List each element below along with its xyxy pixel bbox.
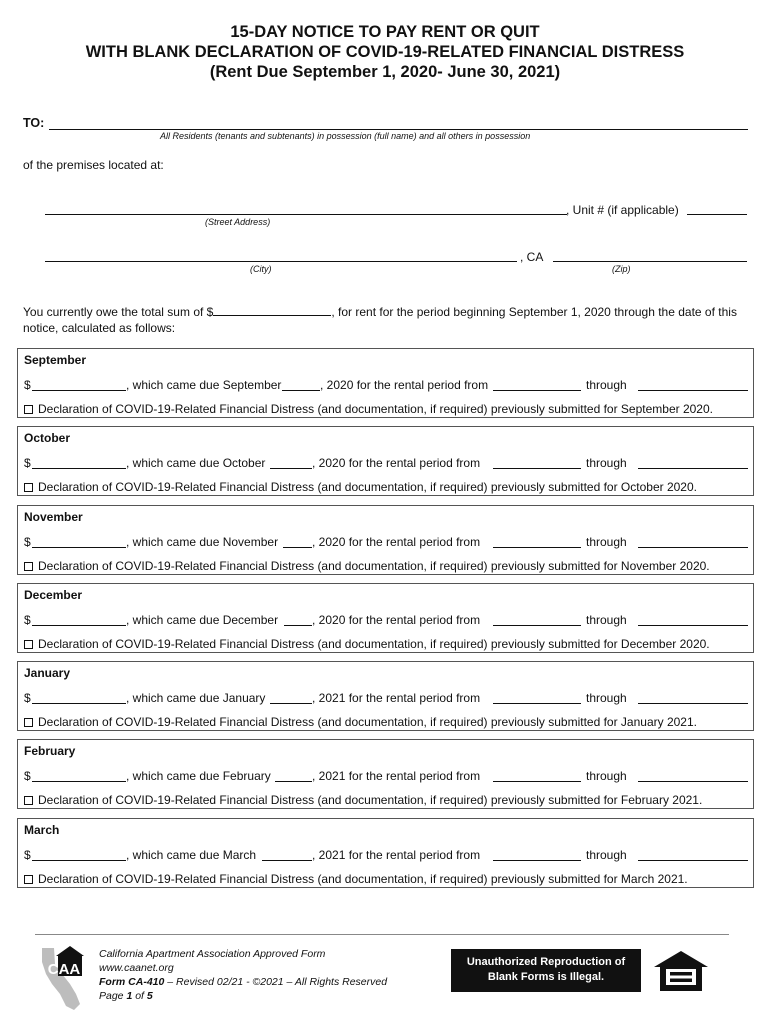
month-name: March [24, 823, 60, 837]
period-from-field[interactable] [493, 390, 581, 391]
page-prefix: Page [99, 990, 127, 1002]
declaration-checkbox[interactable] [24, 483, 33, 492]
came-due-text: , which came due September [126, 378, 282, 392]
ca-label: , CA [520, 250, 544, 264]
period-through-field[interactable] [638, 547, 748, 548]
declaration-checkbox[interactable] [24, 875, 33, 884]
period-through-field[interactable] [638, 468, 748, 469]
city-line[interactable] [45, 261, 517, 262]
footer-page [99, 989, 387, 1003]
declaration-text: Declaration of COVID-19-Related Financial Distress (and documentation, if required) previously submitted for March 2021. [38, 872, 688, 886]
amount-field[interactable] [32, 625, 126, 626]
due-day-field[interactable] [283, 547, 312, 548]
unit-label: , Unit # (if applicable) [566, 203, 679, 217]
equal-housing-icon [652, 949, 710, 993]
unit-line[interactable] [687, 214, 747, 215]
month-box-december [17, 583, 754, 653]
notice-line-1: Unauthorized Reproduction of [466, 956, 626, 968]
through-text: through [586, 613, 627, 627]
declaration-row [24, 872, 688, 886]
zip-caption: (Zip) [612, 264, 631, 274]
declaration-text: Declaration of COVID-19-Related Financial Distress (and documentation, if required) previously submitted for September 2020. [38, 402, 713, 416]
declaration-checkbox[interactable] [24, 562, 33, 571]
dollar-sign: $ [24, 613, 31, 627]
declaration-checkbox[interactable] [24, 796, 33, 805]
logo-text: CAA [47, 961, 81, 978]
street-caption: (Street Address) [205, 217, 271, 227]
dollar-sign: $ [24, 535, 31, 549]
period-from-field[interactable] [493, 547, 581, 548]
month-box-october [17, 426, 754, 496]
came-due-text: , which came due January [126, 691, 266, 705]
period-text: , 2021 for the rental period from [312, 691, 481, 705]
month-name: February [24, 744, 76, 758]
amount-field[interactable] [32, 547, 126, 548]
came-due-text: , which came due December [126, 613, 279, 627]
owe-suffix: , for rent for the period beginning September 1, 2020 through the date of this notice, calculated as follows: [23, 305, 737, 335]
through-text: through [586, 691, 627, 705]
period-through-field[interactable] [638, 625, 748, 626]
came-due-text: , which came due March [126, 848, 257, 862]
amount-field[interactable] [32, 703, 126, 704]
reproduction-notice [451, 949, 641, 992]
period-text: , 2020 for the rental period from [312, 535, 481, 549]
notice-line-2: Blank Forms is Illegal. [487, 971, 605, 983]
due-day-field[interactable] [262, 860, 312, 861]
period-through-field[interactable] [638, 781, 748, 782]
period-text: , 2020 for the rental period from [312, 456, 481, 470]
declaration-checkbox[interactable] [24, 718, 33, 727]
city-caption: (City) [250, 264, 272, 274]
period-from-field[interactable] [493, 625, 581, 626]
month-name: October [24, 431, 71, 445]
declaration-row [24, 559, 710, 573]
to-label: TO: [23, 116, 45, 130]
footer-line-1: California Apartment Association Approved Form [99, 948, 326, 960]
rent-line [24, 769, 749, 785]
footer-website: www.caanet.org [99, 962, 174, 974]
footer-line-3 [99, 975, 387, 989]
due-day-field[interactable] [282, 390, 320, 391]
premises-label: of the premises located at: [23, 158, 164, 172]
amount-field[interactable] [32, 860, 126, 861]
title-line-2: WITH BLANK DECLARATION OF COVID-19-RELATED FINANCIAL DISTRESS [85, 43, 685, 61]
period-through-field[interactable] [638, 703, 748, 704]
declaration-row [24, 480, 697, 494]
due-day-field[interactable] [270, 468, 312, 469]
owe-paragraph [23, 304, 751, 336]
declaration-text: Declaration of COVID-19-Related Financial Distress (and documentation, if required) previously submitted for February 2021. [38, 793, 703, 807]
rent-line [24, 378, 749, 394]
through-text: through [586, 378, 627, 392]
rent-line [24, 535, 749, 551]
dollar-sign: $ [24, 769, 31, 783]
declaration-row [24, 793, 702, 807]
rent-line [24, 691, 749, 707]
through-text: through [586, 535, 627, 549]
through-text: through [586, 456, 627, 470]
through-text: through [586, 848, 627, 862]
street-address-line[interactable] [45, 214, 567, 215]
total-sum-field[interactable] [213, 305, 331, 316]
month-box-january [17, 661, 754, 731]
dollar-sign: $ [24, 456, 31, 470]
amount-field[interactable] [32, 390, 126, 391]
footer-revised: – Revised 02/21 - ©2021 – All Rights Reserved [164, 976, 388, 988]
declaration-text: Declaration of COVID-19-Related Financial Distress (and documentation, if required) previously submitted for January 2021. [38, 715, 697, 729]
month-box-november [17, 505, 754, 575]
period-from-field[interactable] [493, 703, 581, 704]
to-input-line[interactable] [49, 129, 748, 130]
came-due-text: , which came due February [126, 769, 271, 783]
owe-prefix: You currently owe the total sum of $ [23, 305, 214, 319]
period-from-field[interactable] [493, 781, 581, 782]
page-of: of [132, 990, 147, 1002]
due-day-field[interactable] [284, 625, 312, 626]
month-name: January [24, 666, 71, 680]
came-due-text: , which came due October [126, 456, 266, 470]
month-name: November [24, 510, 83, 524]
form-title [0, 22, 770, 82]
declaration-row [24, 402, 713, 416]
period-text: , 2020 for the rental period from [320, 378, 489, 392]
declaration-checkbox[interactable] [24, 405, 33, 414]
through-text: through [586, 769, 627, 783]
declaration-row [24, 715, 697, 729]
caa-logo [36, 944, 92, 1014]
month-box-march [17, 818, 754, 888]
due-day-field[interactable] [270, 703, 312, 704]
period-through-field[interactable] [638, 860, 748, 861]
rent-line [24, 848, 749, 864]
declaration-row [24, 637, 710, 651]
month-box-february [17, 739, 754, 809]
zip-line[interactable] [553, 261, 747, 262]
period-through-field[interactable] [638, 390, 748, 391]
due-day-field[interactable] [275, 781, 312, 782]
page-number: 1 [126, 990, 133, 1002]
declaration-checkbox[interactable] [24, 640, 33, 649]
footer-text [99, 947, 387, 1003]
period-from-field[interactable] [493, 860, 581, 861]
amount-field[interactable] [32, 781, 126, 782]
declaration-text: Declaration of COVID-19-Related Financial Distress (and documentation, if required) previously submitted for November 2020. [38, 559, 710, 573]
amount-field[interactable] [32, 468, 126, 469]
period-from-field[interactable] [493, 468, 581, 469]
dollar-sign: $ [24, 848, 31, 862]
to-caption: All Residents (tenants and subtenants) in possession (full name) and all others in possession [160, 131, 531, 141]
month-box-september [17, 348, 754, 418]
came-due-text: , which came due November [126, 535, 279, 549]
month-name: September [24, 353, 87, 367]
dollar-sign: $ [24, 378, 31, 392]
footer-divider [35, 934, 729, 935]
period-text: , 2021 for the rental period from [312, 848, 481, 862]
form-id: Form CA-410 [99, 976, 165, 988]
declaration-text: Declaration of COVID-19-Related Financial Distress (and documentation, if required) previously submitted for October 2020. [38, 480, 697, 494]
declaration-text: Declaration of COVID-19-Related Financial Distress (and documentation, if required) previously submitted for December 2020. [38, 637, 710, 651]
rent-line [24, 613, 749, 629]
dollar-sign: $ [24, 691, 31, 705]
page-total: 5 [146, 990, 153, 1002]
title-line-3: (Rent Due September 1, 2020- June 30, 2021) [209, 63, 561, 81]
period-text: , 2021 for the rental period from [312, 769, 481, 783]
rent-line [24, 456, 749, 472]
month-name: December [24, 588, 83, 602]
period-text: , 2020 for the rental period from [312, 613, 481, 627]
title-line-1: 15-DAY NOTICE TO PAY RENT OR QUIT [230, 23, 540, 41]
